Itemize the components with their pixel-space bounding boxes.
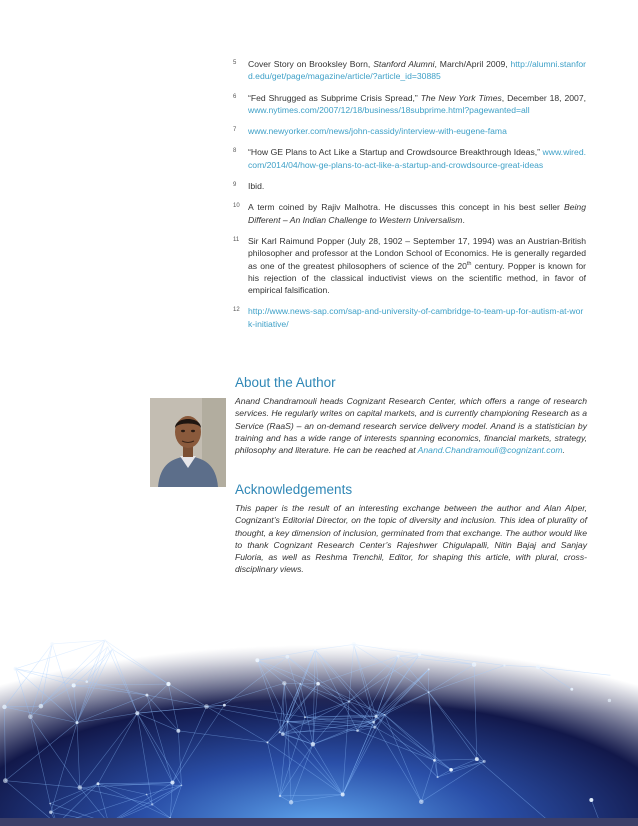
acknowledgements-heading: Acknowledgements	[235, 482, 353, 497]
endnote-number: 10	[233, 203, 240, 210]
endnote-text: Cover Story on Brooksley Born,	[248, 59, 374, 69]
endnote-7	[233, 125, 586, 137]
endnote-number: 6	[233, 93, 237, 100]
endnote-link[interactable]: http://www.news-sap.com/sap-and-university-of-cambridge-to-team-up-for-autism-at-work-initiative/	[248, 306, 584, 329]
endnote-link[interactable]: www.newyorker.com/news/john-cassidy/interview-with-eugene-fama	[248, 126, 507, 137]
endnote-italic: The New York Times	[420, 92, 502, 103]
endnote-text: “How GE Plans to Act Like a Startup and Crowdsource Breakthrough Ideas,”	[248, 147, 543, 158]
endnote-6	[233, 92, 586, 117]
author-email-link[interactable]: Anand.Chandramouli@cognizant.com	[417, 445, 563, 456]
endnote-text: , March/April 2009,	[434, 59, 511, 69]
endnote-number: 12	[233, 307, 240, 314]
endnote-superscript: th	[466, 260, 472, 267]
endnote-italic: Stanford Alumni	[373, 59, 435, 69]
endnote-9	[233, 180, 586, 192]
endnote-link[interactable]: www.wired.com/2014/04/how-ge-plans-to-act-like-a-startup-and-crowdsource-great-ideas	[248, 147, 586, 170]
endnote-5	[233, 58, 586, 83]
endnote-number: 8	[233, 148, 237, 155]
endnote-11	[233, 235, 586, 296]
endnote-text: Sir Karl Raimund Popper (July 28, 1902 – September 17, 1994) was an Austrian-British philosopher and professor at the London School of Economics. He is generally regarded as one of the greatest philosophers of science of the 20	[248, 235, 586, 271]
endnote-number: 7	[233, 127, 237, 134]
endnote-text: Ibid.	[248, 181, 265, 192]
about-author-body: Anand Chandramouli heads Cognizant Research Center, which offers a range of research services. He regularly writes on capital markets, and is currently championing Research as a Service (RaaS) – an on-demand research service delivery model. Anand is a statistician by training and has a wide range of interests spanning economics, financial markets, strategy, philosophy and literature. He can be reached at	[235, 396, 587, 456]
endnote-number: 11	[233, 236, 240, 243]
endnote-number: 9	[233, 182, 237, 189]
about-author-text	[235, 395, 587, 456]
author-portrait-icon	[150, 398, 226, 487]
endnote-text: A term coined by Rajiv Malhotra. He discusses this concept in his best seller	[248, 202, 565, 213]
endnote-link[interactable]: http://alumni.stanford.edu/get/page/magazine/article/?article_id=30885	[248, 59, 586, 82]
endnote-text: “Fed Shrugged as Subprime Crisis Spread,”	[248, 92, 421, 103]
endnotes	[233, 58, 586, 339]
acknowledgements-text: This paper is the result of an interesting exchange between the author and Alan Alper, Cognizant’s Editorial Director, on the topic of diversity and inclusion. This idea of plurality of thought, a key dimension of inclusion, germinated from that exchange. The author would like to thank Cognizant Research Center’s Rajeshwer Chigulapalli, Nitin Bajaj and Sanjay Fuloria, as well as Reshma Trenchil, Editor, for shaping this article, with plural, cross-disciplinary views.	[235, 503, 587, 575]
endnote-text: .	[462, 214, 465, 225]
about-author-heading: About the Author	[235, 375, 336, 390]
footer-bar	[0, 818, 638, 826]
endnote-text: , December 18, 2007,	[501, 92, 586, 103]
network-globe-image	[0, 600, 638, 826]
endnote-8	[233, 146, 586, 171]
author-photo	[150, 398, 226, 487]
endnote-number: 5	[233, 60, 237, 66]
about-author-end: .	[562, 445, 565, 456]
endnote-12	[233, 305, 586, 330]
endnote-text: century. Popper is known for his rejection of the classical inductivist views on the scientific method, in favor of empirical falsification.	[248, 260, 586, 296]
endnote-italic: Being Different – An Indian Challenge to Western Universalism	[248, 202, 586, 225]
endnote-link[interactable]: www.nytimes.com/2007/12/18/business/18subprime.html?pagewanted=all	[248, 104, 530, 115]
endnote-10	[233, 201, 586, 226]
